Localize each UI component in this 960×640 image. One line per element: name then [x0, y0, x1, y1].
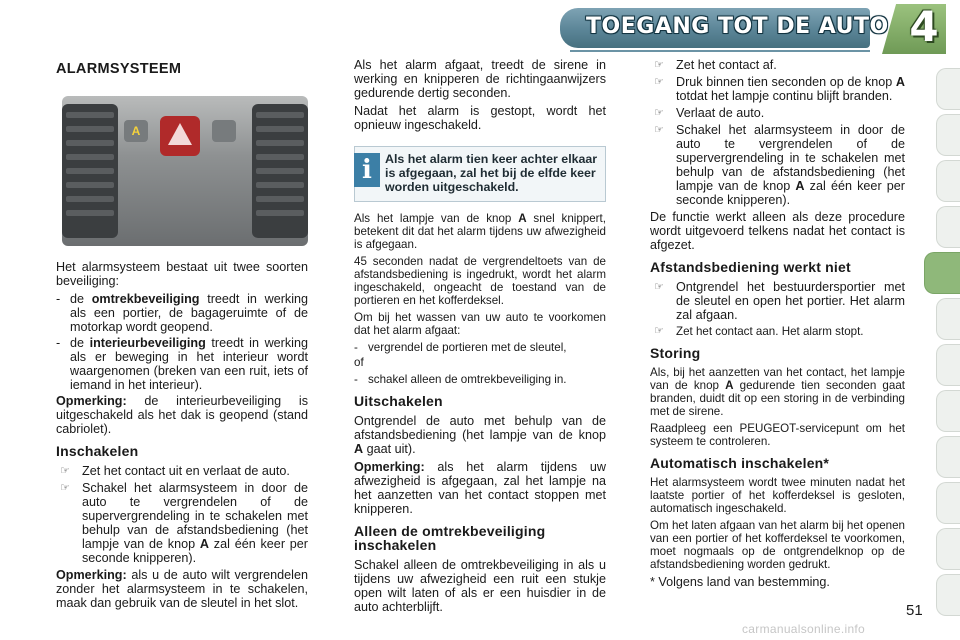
chapter-number: 4 — [909, 2, 939, 51]
list-item: - de interieurbeveiliging treedt in werking als er beweging in het interieur wordt waargenomen (breken van een ruit, iets of iemand in het interieur). — [56, 336, 308, 392]
list-item: ☞ Zet het contact af. — [650, 58, 905, 72]
paragraph: Om bij het wassen van uw auto te voorkomen dat het alarm afgaat: — [354, 311, 606, 337]
info-icon: i — [354, 153, 380, 187]
section-heading: Storing — [650, 345, 701, 361]
paragraph: Nadat het alarm is gestopt, wordt het opnieuw ingeschakeld. — [354, 104, 606, 132]
paragraph: Als het lampje van de knop A snel knippert, betekent dit dat het alarm tijdens uw afwezigheid is afgegaan. — [354, 212, 606, 251]
section-tab[interactable] — [936, 528, 960, 570]
section-tab[interactable] — [936, 114, 960, 156]
pointing-hand-icon: ☞ — [654, 325, 664, 337]
air-vent — [252, 104, 308, 238]
section-tab[interactable] — [936, 68, 960, 110]
section-tab[interactable] — [936, 436, 960, 478]
note: Opmerking: als u de auto wilt vergrendelen zonder het alarmsysteem in te schakelen, maak dan gebruik van de sleutel in het slot. — [56, 568, 308, 610]
info-text: Als het alarm tien keer achter elkaar is afgegaan, zal het bij de elfde keer worden uitgeschakeld. — [385, 152, 598, 194]
list-item: ☞ Zet het contact aan. Het alarm stopt. — [650, 325, 905, 338]
paragraph: Als het alarm afgaat, treedt de sirene in werking en knipperen de richtingaanwijzers gedurende dertig seconden. — [354, 58, 606, 100]
column-middle — [354, 58, 606, 618]
section-heading: ALARMSYSTEEM — [56, 61, 182, 77]
paragraph: De functie werkt alleen als deze procedure wordt uitgevoerd telkens nadat het contact is afgezet. — [650, 210, 905, 252]
pointing-hand-icon: ☞ — [654, 76, 664, 88]
list-item: - de omtrekbeveiliging treedt in werking als een portier, de bagageruimte of de motorkap wordt geopend. — [56, 292, 308, 334]
list-item: - vergrendel de portieren met de sleutel, — [354, 341, 567, 354]
section-heading: Alleen de omtrekbeveiliging inschakelen — [354, 523, 546, 553]
dashboard-photo — [62, 96, 308, 246]
dashboard-button — [212, 120, 236, 142]
section-heading: Afstandsbediening werkt niet — [650, 259, 851, 275]
column-right — [650, 58, 905, 593]
list-item: ☞ Ontgrendel het bestuurdersportier met de sleutel en open het portier. Het alarm zal afgaan. — [650, 280, 905, 322]
page-number: 51 — [906, 602, 923, 619]
paragraph: Ontgrendel de auto met behulp van de afstandsbediening (het lampje van de knop A gaat uit). — [354, 414, 606, 456]
watermark: carmanualsonline.info — [742, 622, 866, 636]
paragraph: Het alarmsysteem wordt twee minuten nadat het laatste portier of het kofferdeksel is gesloten, automatisch ingeschakeld. — [650, 476, 905, 515]
paragraph: of — [354, 356, 364, 369]
section-tab[interactable] — [936, 206, 960, 248]
section-tab[interactable] — [936, 574, 960, 616]
section-heading: Inschakelen — [56, 443, 139, 459]
section-tab[interactable] — [936, 160, 960, 202]
section-tab[interactable] — [936, 298, 960, 340]
hazard-warning-icon — [160, 116, 200, 156]
list-item: ☞ Schakel het alarmsysteem in door de auto te vergrendelen of de supervergrendeling in te schakelen met behulp van de afstandsbediening (het lampje van de knop A zal één keer per seconde knipperen). — [56, 481, 308, 565]
paragraph: Raadpleeg een PEUGEOT-servicepunt om het systeem te controleren. — [650, 422, 905, 448]
column-left — [56, 58, 308, 614]
air-vent — [62, 104, 118, 238]
pointing-hand-icon: ☞ — [654, 124, 664, 136]
section-tabs — [936, 68, 960, 620]
paragraph: Om het laten afgaan van het alarm bij het openen van een portier of het kofferdeksel te voorkomen, moet nogmaals op de ontgrendelknop op de afstandsbediening worden gedrukt. — [650, 519, 905, 571]
paragraph: Schakel alleen de omtrekbeveiliging in als u tijdens uw afwezigheid een ruit een stukje open wilt laten of als er een huisdier in de auto achterblijft. — [354, 558, 606, 614]
list-item: ☞ Schakel het alarmsysteem in door de auto te vergrendelen of de supervergrendeling in te schakelen met behulp van de afstandsbediening (het lampje van de knop A zal één keer per seconde knipperen). — [650, 123, 905, 207]
pointing-hand-icon: ☞ — [654, 281, 664, 293]
list-item: - schakel alleen de omtrekbeveiliging in. — [354, 373, 567, 386]
list-item: ☞ Druk binnen tien seconden op de knop A totdat het lampje continu blijft branden. — [650, 75, 905, 103]
pointing-hand-icon: ☞ — [654, 107, 664, 119]
alarm-button-a: A — [124, 120, 148, 142]
pointing-hand-icon: ☞ — [60, 482, 70, 494]
paragraph: Het alarmsysteem bestaat uit twee soorten beveiliging: — [56, 260, 308, 288]
section-heading: Automatisch inschakelen* — [650, 455, 830, 471]
info-box — [354, 146, 606, 202]
section-tab[interactable] — [936, 390, 960, 432]
section-tab-active[interactable] — [924, 252, 960, 294]
header-rule — [570, 50, 870, 52]
list-item: ☞ Verlaat de auto. — [650, 106, 905, 120]
section-tab[interactable] — [936, 344, 960, 386]
section-heading: Uitschakelen — [354, 393, 443, 409]
note: Opmerking: de interieurbeveiliging is uitgeschakeld als het dak is geopend (stand cabriolet). — [56, 394, 308, 436]
note: Opmerking: als het alarm tijdens uw afwezigheid is afgegaan, zal het lampje na het aanzetten van het contact stoppen met knipperen. — [354, 460, 606, 516]
pointing-hand-icon: ☞ — [654, 59, 664, 71]
pointing-hand-icon: ☞ — [60, 465, 70, 477]
section-tab[interactable] — [936, 482, 960, 524]
footnote: * Volgens land van bestemming. — [650, 575, 830, 589]
list-item: ☞ Zet het contact uit en verlaat de auto. — [56, 464, 308, 478]
chapter-title: TOEGANG TOT DE AUTO — [586, 14, 889, 39]
paragraph: 45 seconden nadat de vergrendeltoets van de afstandsbediening is ingedrukt, wordt het alarm ingeschakeld, ongeacht de toestand van de portieren en het kofferdeksel. — [354, 255, 606, 307]
paragraph: Als, bij het aanzetten van het contact, het lampje van de knop A gedurende tien seconden gaat branden, duidt dit op een storing in de verbinding met de sirene. — [650, 366, 905, 418]
